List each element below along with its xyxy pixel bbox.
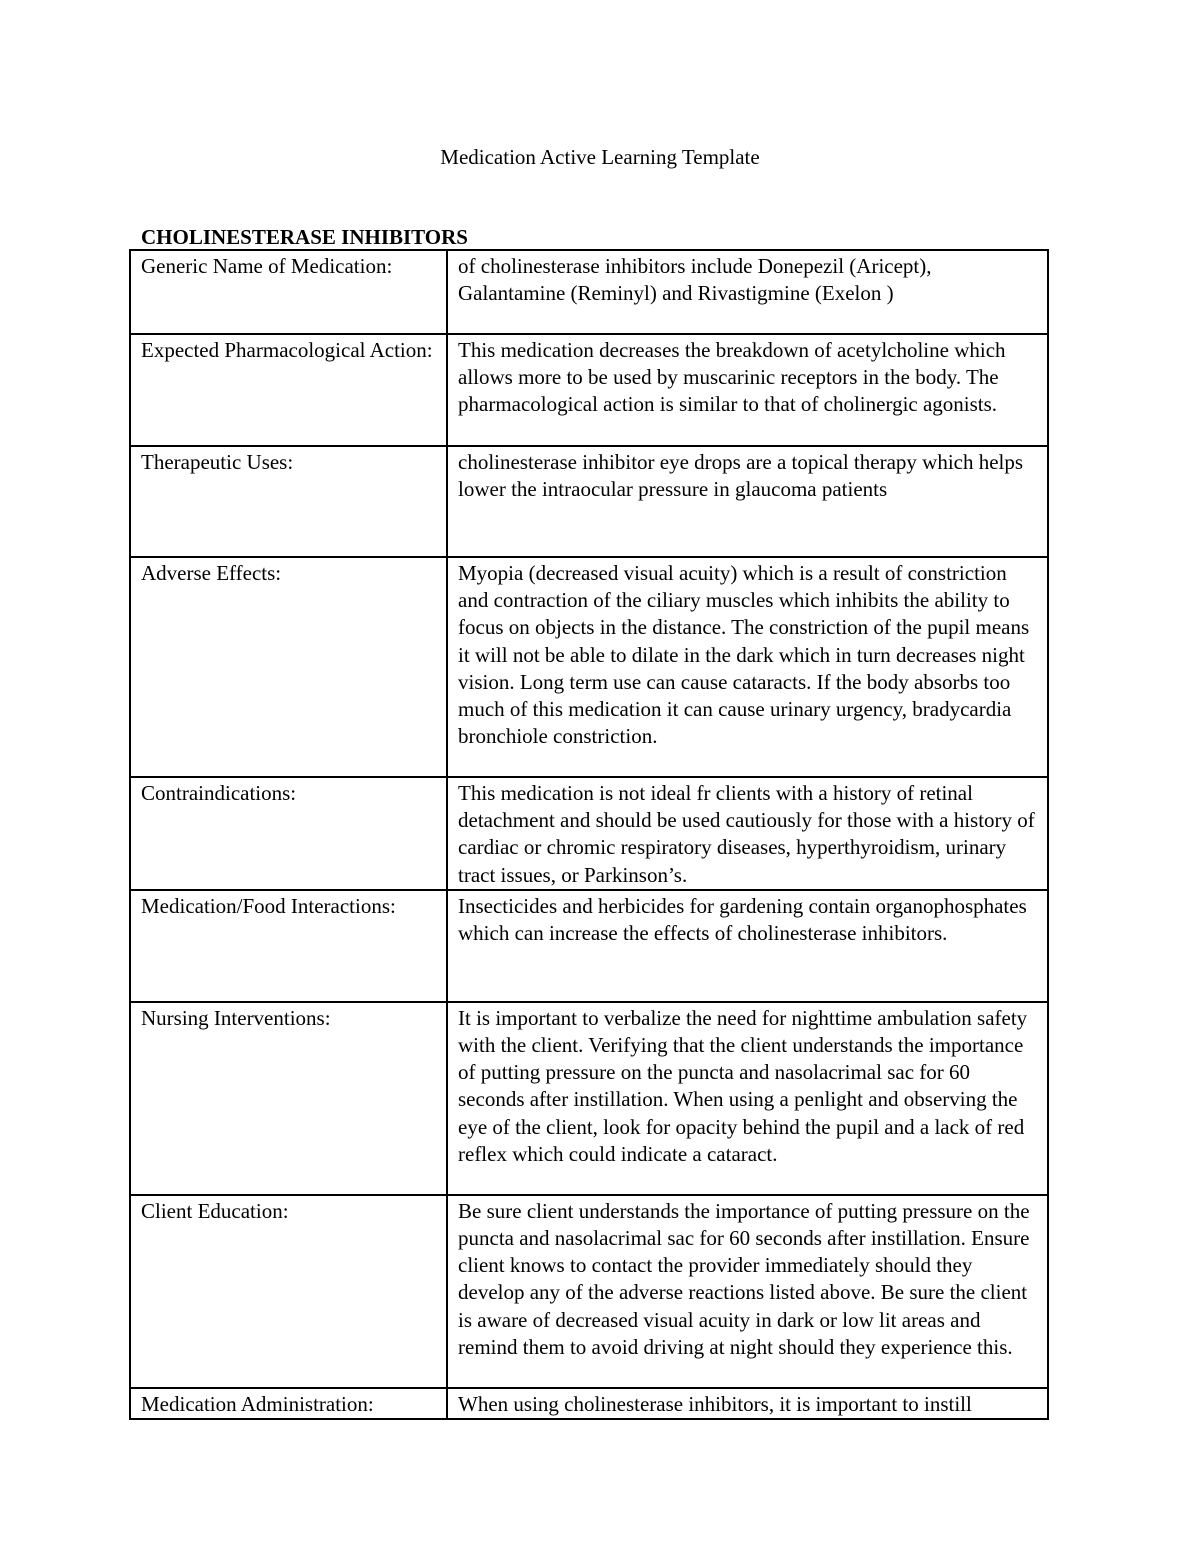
- row-value: of cholinesterase inhibitors include Donepezil (Aricept), Galantamine (Reminyl) and Rivastigmine (Exelon ): [447, 250, 1048, 334]
- row-label: Nursing Interventions:: [130, 1002, 447, 1195]
- row-value: This medication decreases the breakdown of acetylcholine which allows more to be used by muscarinic receptors in the body. The pharmacological action is similar to that of cholinergic agonists.: [447, 334, 1048, 446]
- row-value: When using cholinesterase inhibitors, it is important to instill: [447, 1388, 1048, 1419]
- table-row-adverse-effects: [130, 557, 1048, 777]
- table-row-pharmacological-action: [130, 334, 1048, 446]
- row-label: Adverse Effects:: [130, 557, 447, 777]
- row-label: Contraindications:: [130, 777, 447, 890]
- section-heading: CHOLINESTERASE INHIBITORS: [141, 225, 468, 249]
- table-row-client-education: [130, 1195, 1048, 1388]
- table-row-therapeutic-uses: [130, 446, 1048, 557]
- row-label: Expected Pharmacological Action:: [130, 334, 447, 446]
- row-label: Medication/Food Interactions:: [130, 890, 447, 1002]
- table-row-medication-administration: [130, 1388, 1048, 1419]
- row-value: This medication is not ideal fr clients with a history of retinal detachment and should be used cautiously for those with a history of cardiac or chromic respiratory diseases, hyperthyroidism, urinary tract issues, or Parkinson’s.: [447, 777, 1048, 890]
- table-row-contraindications: [130, 777, 1048, 890]
- row-label: Medication Administration:: [130, 1388, 447, 1419]
- row-value: Myopia (decreased visual acuity) which is a result of constriction and contraction of the ciliary muscles which inhibits the ability to focus on objects in the distance. The constriction of the pupil means it will not be able to dilate in the dark which in turn decreases night vision. Long term use can cause cataracts. If the body absorbs too much of this medication it can cause urinary urgency, bradycardia bronchiole constriction.: [447, 557, 1048, 777]
- row-label: Therapeutic Uses:: [130, 446, 447, 557]
- row-value: It is important to verbalize the need for nighttime ambulation safety with the client. Verifying that the client understands the importance of putting pressure on the puncta and nasolacrimal sac for 60 seconds after instillation. When using a penlight and observing the eye of the client, look for opacity behind the pupil and a lack of red reflex which could indicate a cataract.: [447, 1002, 1048, 1195]
- row-value: Insecticides and herbicides for gardening contain organophosphates which can increase the effects of cholinesterase inhibitors.: [447, 890, 1048, 1002]
- table-row-nursing-interventions: [130, 1002, 1048, 1195]
- table-row-interactions: [130, 890, 1048, 1002]
- row-label: Generic Name of Medication:: [130, 250, 447, 334]
- row-label: Client Education:: [130, 1195, 447, 1388]
- page-title: Medication Active Learning Template: [440, 145, 760, 169]
- row-value: cholinesterase inhibitor eye drops are a topical therapy which helps lower the intraocular pressure in glaucoma patients: [447, 446, 1048, 557]
- table-row-generic-name: [130, 250, 1048, 334]
- medication-table: [129, 249, 1049, 1420]
- row-value: Be sure client understands the importance of putting pressure on the puncta and nasolacrimal sac for 60 seconds after instillation. Ensure client knows to contact the provider immediately should they develop any of the adverse reactions listed above. Be sure the client is aware of decreased visual acuity in dark or low lit areas and remind them to avoid driving at night should they experience this.: [447, 1195, 1048, 1388]
